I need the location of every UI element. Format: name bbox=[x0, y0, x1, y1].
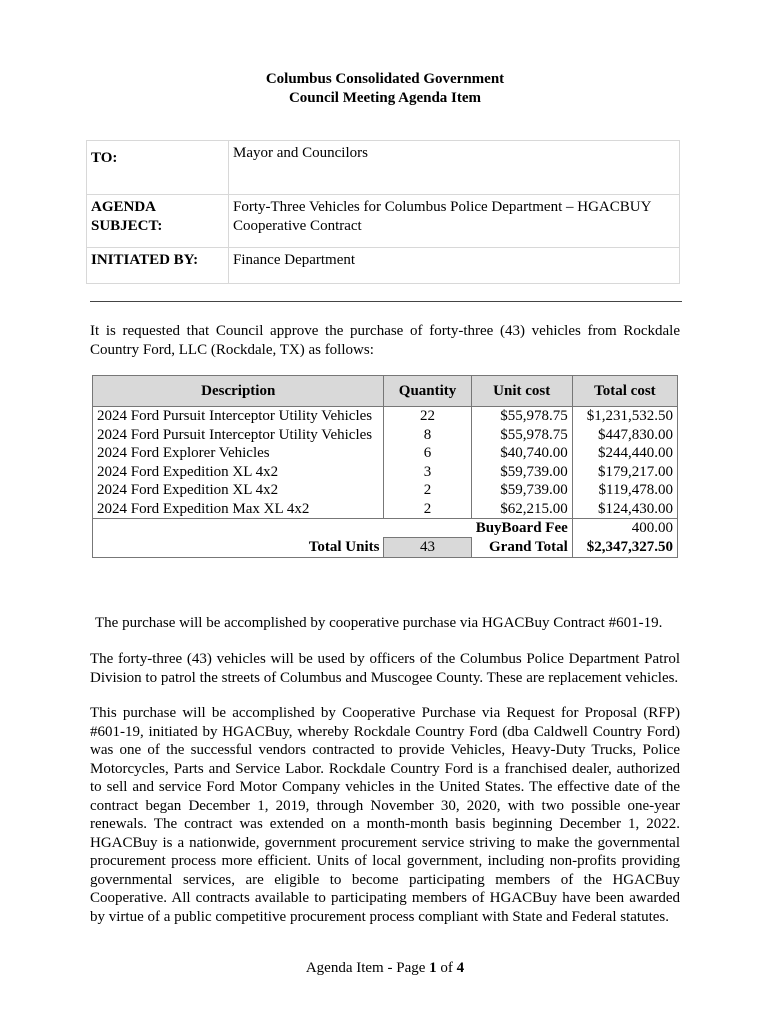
col-header-description: Description bbox=[93, 376, 384, 407]
subject-label bbox=[87, 195, 229, 248]
section-divider bbox=[90, 301, 682, 302]
row-unit-cost: $55,978.75 bbox=[471, 426, 572, 445]
totals-row bbox=[93, 538, 678, 558]
footer-mid: of bbox=[436, 960, 457, 976]
row-unit-cost: $55,978.75 bbox=[471, 407, 572, 426]
row-unit-cost: $40,740.00 bbox=[471, 444, 572, 463]
row-unit-cost: $59,739.00 bbox=[471, 463, 572, 482]
row-quantity: 2 bbox=[384, 481, 471, 500]
row-description: 2024 Ford Expedition Max XL 4x2 bbox=[93, 500, 384, 519]
title-line-2: Council Meeting Agenda Item bbox=[288, 90, 482, 106]
footer-page-number: 1 bbox=[429, 960, 437, 976]
col-header-unit-cost: Unit cost bbox=[471, 376, 572, 407]
total-units-label: Total Units bbox=[93, 538, 384, 558]
table-row bbox=[93, 481, 678, 500]
row-description: 2024 Ford Explorer Vehicles bbox=[93, 444, 384, 463]
table-row bbox=[93, 407, 678, 426]
paragraph-usage: The forty-three (43) vehicles will be used by officers of the Columbus Police Department Patrol Division to patrol the streets of Columbus and Muscogee County. These are replacement vehicles. bbox=[90, 651, 680, 686]
row-quantity: 22 bbox=[384, 407, 471, 426]
row-unit-cost: $62,215.00 bbox=[471, 500, 572, 519]
document-title bbox=[0, 70, 770, 108]
table-row bbox=[93, 444, 678, 463]
footer-page-total: 4 bbox=[456, 960, 465, 976]
to-value: Mayor and Councilors bbox=[229, 141, 680, 195]
row-total-cost: $447,830.00 bbox=[572, 426, 677, 445]
memo-row-subject bbox=[87, 195, 680, 248]
paragraph-procurement: This purchase will be accomplished by Cooperative Purchase via Request for Proposal (RFP) #601-19, initiated by HGACBuy, whereby Rockdale Country Ford (dba Caldwell Country Ford) was one of the successful vendors contracted to provide Vehicles, Heavy-Duty Trucks, Police Motorcycles, Parts and Service Labor. Rockdale Country Ford is a franchised dealer, authorized to sell and service Ford Motor Company vehicles in the United States. The effective date of the contract began December 1, 2019, through November 30, 2020, with two possible one-year renewals. The contract was extended on a month-month basis beginning December 1, 2022. HGACBuy is a nationwide, government procurement service striving to make the governmental procurement process more efficient. Units of local government, including non-profits providing governmental services, are eligible to become participating members of the HGACBuy Cooperative. All contracts available to participating members of HGACBuy have been awarded by virtue of a public competitive procurement process compliant with State and Federal statutes. bbox=[90, 705, 680, 925]
row-quantity: 8 bbox=[384, 426, 471, 445]
memo-row-to bbox=[87, 141, 680, 195]
page-footer bbox=[0, 960, 770, 977]
memo-row-initiated bbox=[87, 248, 680, 284]
grand-total-label: Grand Total bbox=[471, 538, 572, 558]
row-description: 2024 Ford Pursuit Interceptor Utility Vehicles bbox=[93, 407, 384, 426]
row-total-cost: $124,430.00 bbox=[572, 500, 677, 519]
row-description: 2024 Ford Expedition XL 4x2 bbox=[93, 463, 384, 482]
table-row bbox=[93, 463, 678, 482]
initiated-label: INITIATED BY: bbox=[87, 248, 229, 284]
vehicle-cost-table bbox=[92, 375, 678, 558]
buyboard-fee-value: 400.00 bbox=[572, 519, 677, 538]
title-line-1: Columbus Consolidated Government bbox=[265, 71, 505, 87]
intro-paragraph: It is requested that Council approve the purchase of forty-three (43) vehicles from Rockdale Country Ford, LLC (Rockdale, TX) as follows: bbox=[90, 323, 680, 358]
paragraph-contract: The purchase will be accomplished by cooperative purchase via HGACBuy Contract #601-19. bbox=[95, 615, 663, 631]
table-row bbox=[93, 426, 678, 445]
row-total-cost: $119,478.00 bbox=[572, 481, 677, 500]
footer-prefix: Agenda Item - Page bbox=[305, 960, 430, 976]
row-quantity: 3 bbox=[384, 463, 471, 482]
table-header-row bbox=[93, 376, 678, 407]
col-header-total-cost: Total cost bbox=[572, 376, 677, 407]
row-description: 2024 Ford Expedition XL 4x2 bbox=[93, 481, 384, 500]
initiated-value: Finance Department bbox=[229, 248, 680, 284]
subject-label-line-1: AGENDA bbox=[91, 199, 157, 215]
row-quantity: 6 bbox=[384, 444, 471, 463]
buyboard-fee-label: BuyBoard Fee bbox=[471, 519, 572, 538]
row-quantity: 2 bbox=[384, 500, 471, 519]
row-total-cost: $244,440.00 bbox=[572, 444, 677, 463]
grand-total-value: $2,347,327.50 bbox=[572, 538, 677, 558]
subject-value: Forty-Three Vehicles for Columbus Police Department – HGACBUY Cooperative Contract bbox=[229, 195, 680, 248]
memo-header-table bbox=[86, 140, 680, 284]
row-total-cost: $1,231,532.50 bbox=[572, 407, 677, 426]
total-units-value: 43 bbox=[384, 538, 471, 558]
row-description: 2024 Ford Pursuit Interceptor Utility Vehicles bbox=[93, 426, 384, 445]
table-row bbox=[93, 500, 678, 519]
row-total-cost: $179,217.00 bbox=[572, 463, 677, 482]
subject-label-line-2: SUBJECT: bbox=[91, 218, 163, 234]
buyboard-fee-row bbox=[93, 519, 678, 538]
to-label: TO: bbox=[87, 141, 229, 195]
col-header-quantity: Quantity bbox=[384, 376, 471, 407]
row-unit-cost: $59,739.00 bbox=[471, 481, 572, 500]
buyboard-spacer bbox=[93, 519, 472, 538]
